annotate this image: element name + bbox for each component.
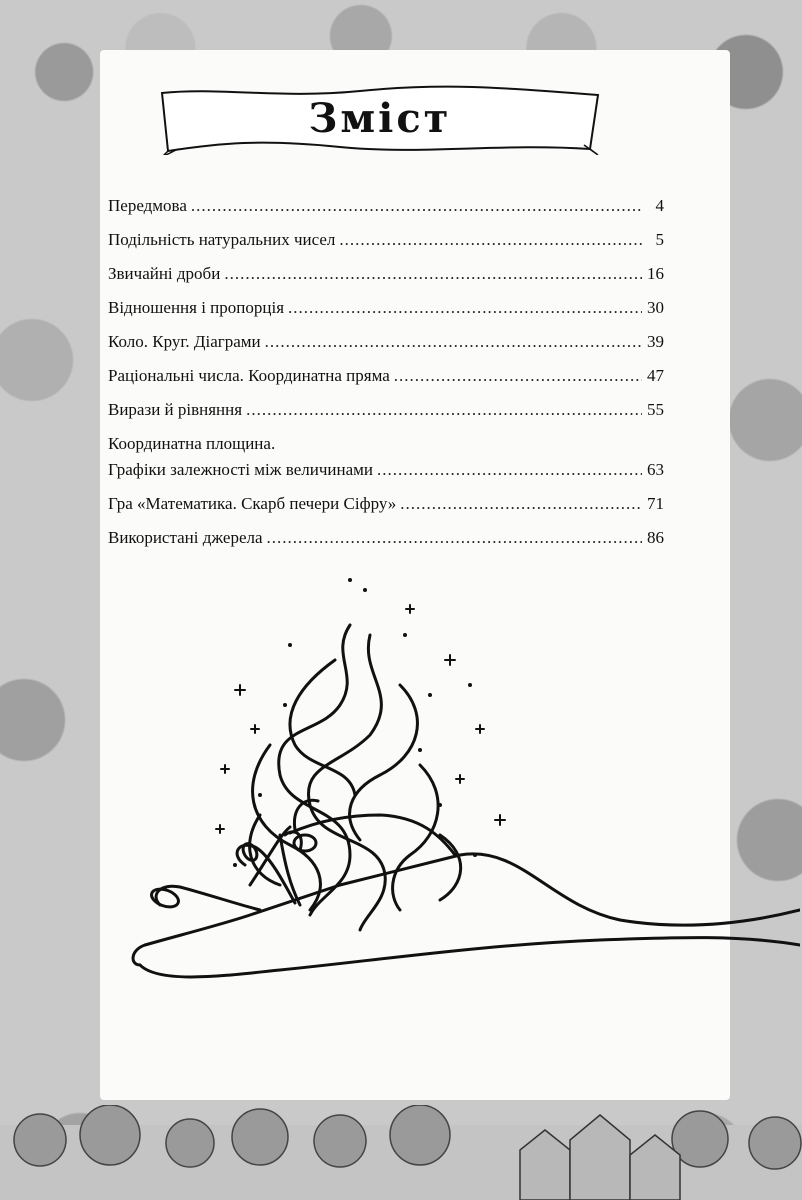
toc-item-title: Відношення і пропорція xyxy=(108,298,285,317)
toc-item-title: Подільність натуральних чисел xyxy=(108,230,336,249)
village-trees-strip xyxy=(0,1105,802,1200)
toc-leader-dots xyxy=(265,332,642,352)
toc-leader-dots xyxy=(400,494,642,514)
toc-item-title: Гра «Математика. Скарб печери Сіфру» xyxy=(108,494,397,513)
toc-leader-dots xyxy=(224,264,642,284)
toc-item-title: Графіки залежності між величинами xyxy=(108,460,373,479)
toc-item-title: Передмова xyxy=(108,196,187,215)
toc-item-title: Раціональні числа. Координатна пряма xyxy=(108,366,390,385)
toc-item[interactable] xyxy=(108,528,664,550)
toc-item[interactable] xyxy=(108,494,664,516)
toc-leader-dots xyxy=(394,366,642,386)
toc-item-title: Використані джерела xyxy=(108,528,263,547)
toc-item[interactable] xyxy=(108,230,664,252)
toc-item[interactable] xyxy=(108,434,664,482)
toc-item-page: 39 xyxy=(647,332,664,351)
toc-item[interactable] xyxy=(108,196,664,218)
title-banner xyxy=(160,85,600,155)
table-of-contents xyxy=(108,196,664,562)
toc-leader-dots xyxy=(246,400,642,420)
toc-leader-dots xyxy=(377,460,642,480)
toc-leader-dots xyxy=(267,528,642,548)
toc-item-page: 4 xyxy=(655,196,664,215)
toc-item[interactable] xyxy=(108,366,664,388)
toc-leader-dots xyxy=(191,196,642,216)
toc-item-title: Коло. Круг. Діаграми xyxy=(108,332,261,351)
toc-item[interactable] xyxy=(108,264,664,286)
toc-item[interactable] xyxy=(108,400,664,422)
toc-item[interactable] xyxy=(108,298,664,320)
toc-item-page: 30 xyxy=(647,298,664,317)
toc-item-page: 71 xyxy=(647,494,664,513)
toc-item[interactable] xyxy=(108,332,664,354)
toc-leader-dots xyxy=(339,230,642,250)
hand-with-magic-swirl-icon xyxy=(120,565,800,1080)
toc-item-page: 55 xyxy=(647,400,664,419)
toc-item-title-line1: Координатна площина. xyxy=(108,434,276,453)
toc-item-page: 16 xyxy=(647,264,664,283)
toc-item-page: 47 xyxy=(647,366,664,385)
toc-item-title: Звичайні дроби xyxy=(108,264,221,283)
toc-item-page: 86 xyxy=(647,528,664,547)
toc-item-title: Вирази й рівняння xyxy=(108,400,243,419)
page-title: Зміст xyxy=(308,95,452,142)
toc-item-page: 63 xyxy=(647,460,664,479)
toc-item-page: 5 xyxy=(655,230,664,249)
toc-leader-dots xyxy=(288,298,642,318)
